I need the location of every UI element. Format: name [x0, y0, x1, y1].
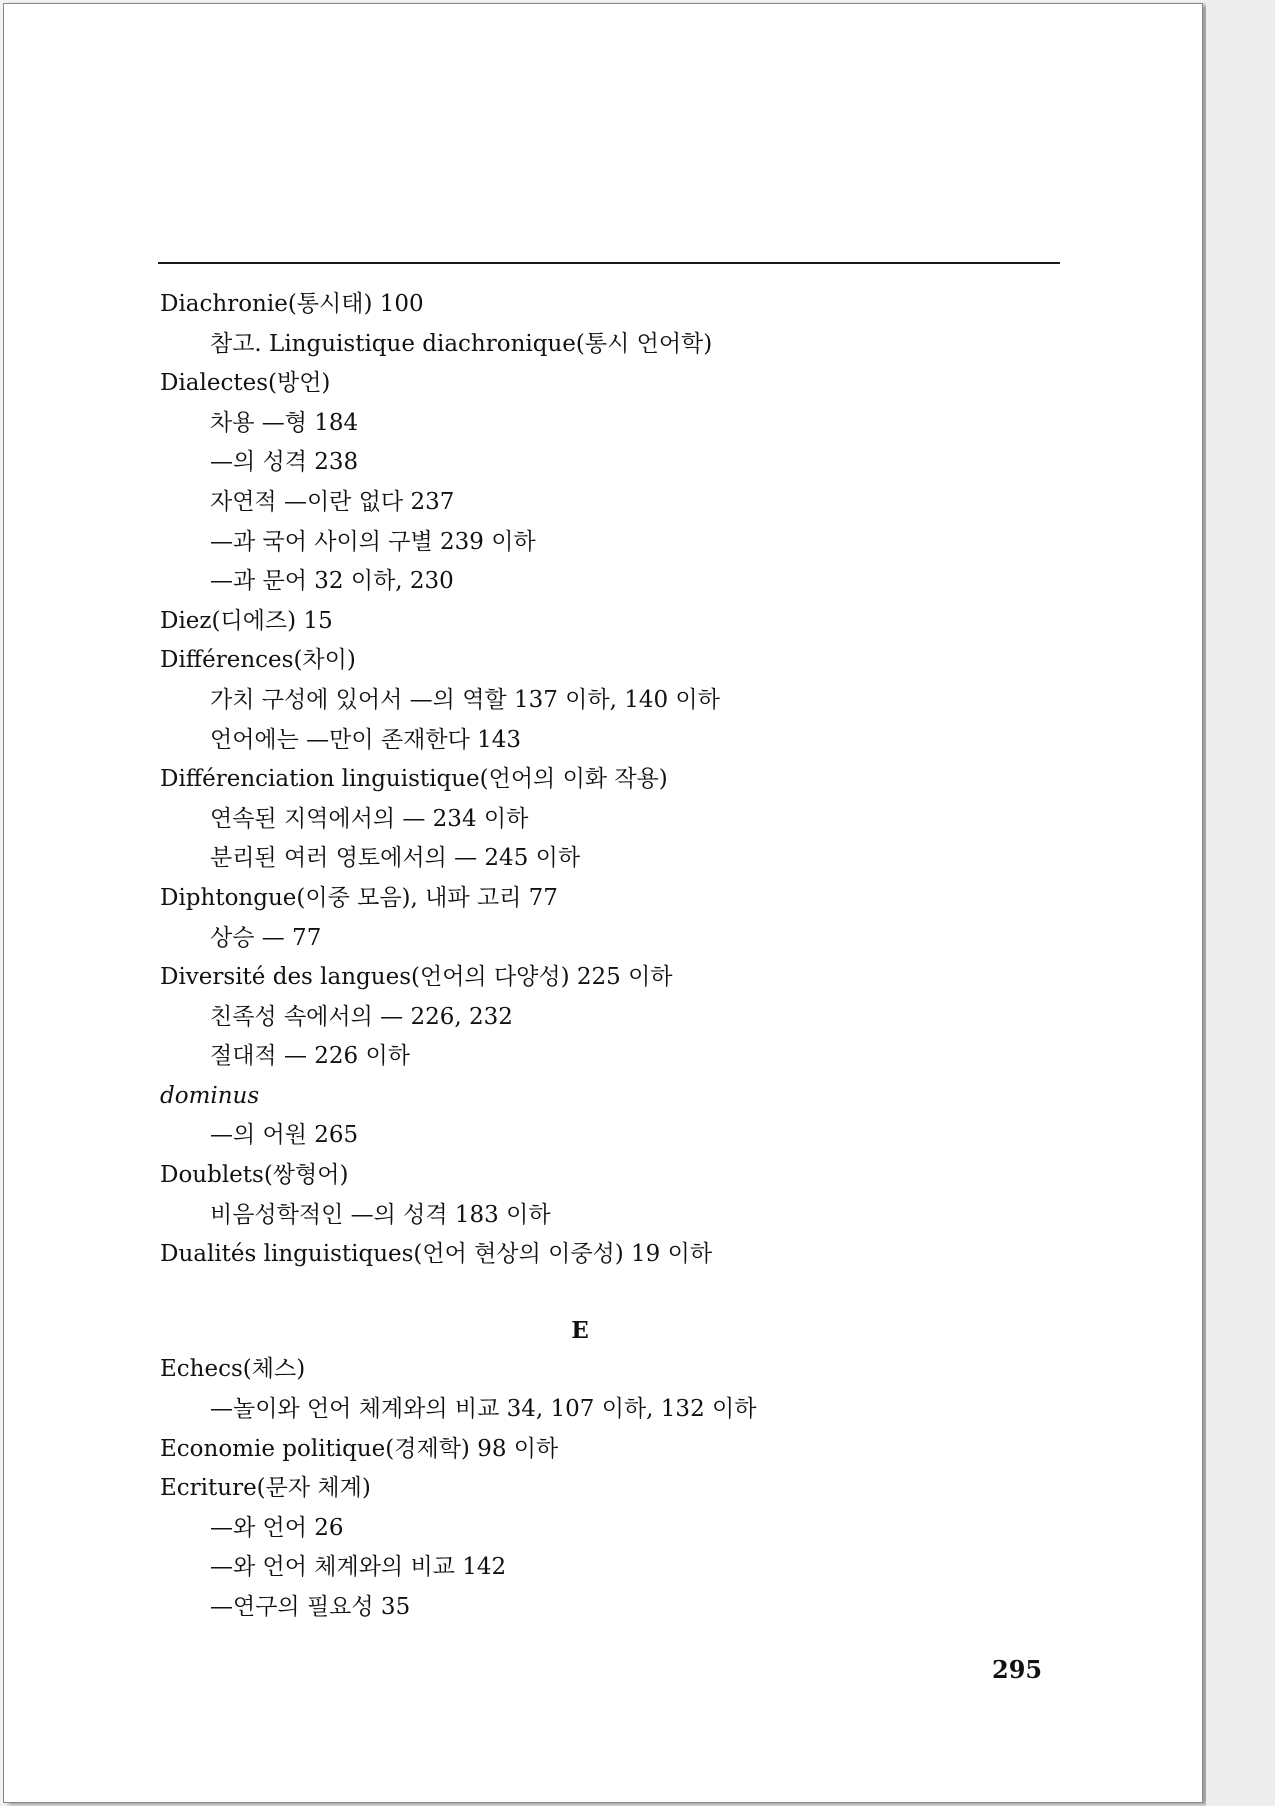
index-entries [160, 285, 1100, 1628]
index-entry: Différences(차이) [160, 647, 356, 674]
index-entry: 친족성 속에서의 — 226, 232 [210, 1003, 513, 1030]
index-entry: —연구의 필요성 35 [210, 1594, 411, 1620]
index-entry: Doublets(쌍형어) [160, 1162, 349, 1189]
index-entry: 자연적 —이란 없다 237 [210, 488, 455, 515]
index-entry: Dualités linguistiques(언어 현상의 이중성) 19 이하 [160, 1241, 713, 1268]
index-entry: Dialectes(방언) [160, 370, 331, 397]
index-entry: 절대적 — 226 이하 [210, 1043, 410, 1070]
index-entry: —과 문어 32 이하, 230 [210, 568, 454, 595]
index-entry: dominus [160, 1082, 260, 1109]
index-entry: Economie politique(경제학) 98 이하 [160, 1435, 559, 1462]
index-entry: Echecs(체스) [160, 1356, 306, 1383]
index-entry [160, 1275, 1100, 1311]
index-entry: Diachronie(통시태) 100 [160, 291, 424, 317]
header-rule [158, 262, 1060, 264]
index-entry: —와 언어 체계와의 비교 142 [210, 1554, 507, 1581]
index-entry: 분리된 여러 영토에서의 — 245 이하 [210, 845, 581, 872]
index-entry: —의 어원 265 [210, 1122, 359, 1149]
index-entry: —과 국어 사이의 구별 239 이하 [210, 528, 536, 555]
index-entry: —의 성격 238 [210, 449, 359, 476]
index-entry: —와 언어 26 [210, 1514, 344, 1541]
index-entry: Diphtongue(이중 모음), 내파 고리 77 [160, 884, 558, 911]
index-entry: Diversité des langues(언어의 다양성) 225 이하 [160, 964, 673, 991]
index-entry: 연속된 지역에서의 — 234 이하 [210, 805, 529, 832]
index-entry: 참고. Linguistique diachronique(통시 언어학) [210, 330, 713, 357]
index-entry: —놀이와 언어 체계와의 비교 34, 107 이하, 132 이하 [210, 1396, 757, 1423]
index-entry: Ecriture(문자 체계) [160, 1475, 371, 1502]
index-entry: 차용 —형 184 [210, 409, 359, 436]
index-entry: 가치 구성에 있어서 —의 역할 137 이하, 140 이하 [210, 686, 720, 713]
index-entry: 상승 — 77 [210, 924, 322, 951]
page-margin-background [1206, 0, 1275, 1806]
index-entry: 비음성학적인 —의 성격 183 이하 [210, 1201, 551, 1228]
section-letter: E [571, 1316, 589, 1344]
page-number: 295 [992, 1655, 1043, 1684]
index-entry: 언어에는 —만이 존재한다 143 [210, 726, 522, 753]
index-entry: Diez(디에즈) 15 [160, 607, 333, 634]
index-entry: Différenciation linguistique(언어의 이화 작용) [160, 766, 668, 793]
